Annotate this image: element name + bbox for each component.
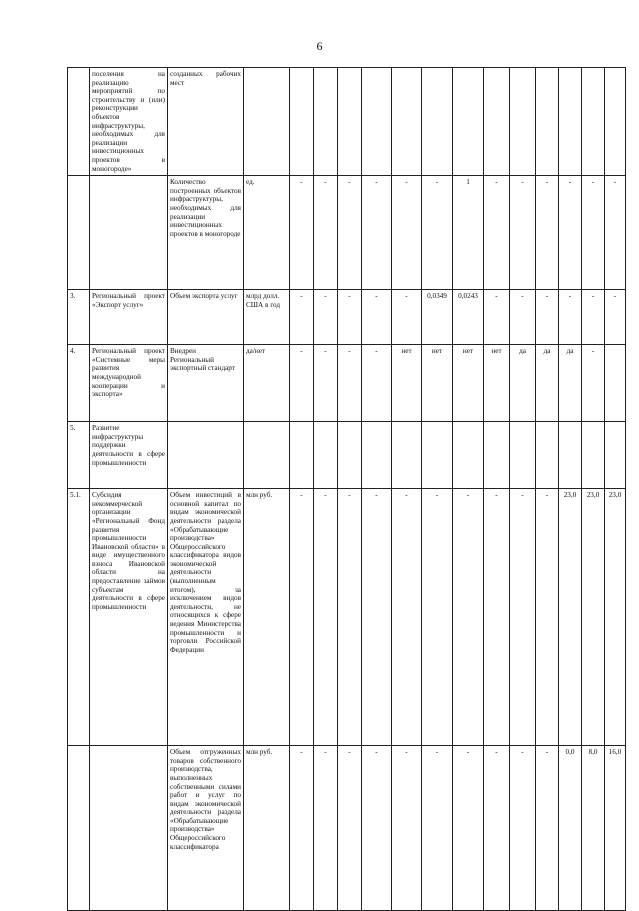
indicator-name-cell: Внедрен Региональный экспортный стандарт — [168, 345, 244, 422]
table-row — [68, 746, 626, 911]
value-cell: - — [314, 290, 338, 345]
measure-name-cell: Развитие инфраструктуры поддержки деятельности в сфере промышленности — [90, 422, 168, 489]
value-cell: нет — [453, 345, 484, 422]
unit-cell: да/нет — [244, 345, 290, 422]
value-cell: - — [338, 345, 362, 422]
value-cell: 23,0 — [559, 489, 582, 746]
value-cell: - — [290, 176, 314, 290]
value-cell: да — [559, 345, 582, 422]
value-cell: - — [453, 489, 484, 746]
row-number-cell: 3. — [68, 290, 90, 345]
value-cell: - — [392, 489, 422, 746]
value-cell: - — [453, 746, 484, 911]
value-cell — [559, 68, 582, 176]
value-cell: - — [290, 345, 314, 422]
table-row — [68, 345, 626, 422]
value-cell: - — [484, 176, 510, 290]
row-number-cell — [68, 746, 90, 911]
value-cell — [338, 68, 362, 176]
value-cell: нет — [484, 345, 510, 422]
value-cell — [582, 68, 605, 176]
value-cell — [510, 422, 536, 489]
unit-cell — [244, 422, 290, 489]
measure-name-cell: Региональный проект «Системные меры развития международной кооперации и экспорта» — [90, 345, 168, 422]
table-row — [68, 176, 626, 290]
value-cell: - — [392, 176, 422, 290]
indicator-name-cell: созданных рабочих мест — [168, 68, 244, 176]
value-cell: 16,0 — [605, 746, 626, 911]
value-cell — [362, 422, 392, 489]
value-cell: - — [422, 176, 453, 290]
measure-name-cell — [90, 746, 168, 911]
value-cell: - — [605, 290, 626, 345]
value-cell: - — [536, 176, 559, 290]
value-cell — [582, 422, 605, 489]
value-cell: - — [536, 746, 559, 911]
value-cell: - — [290, 746, 314, 911]
value-cell: да — [510, 345, 536, 422]
indicator-name-cell: Объем экспорта услуг — [168, 290, 244, 345]
value-cell: - — [510, 290, 536, 345]
value-cell: - — [338, 176, 362, 290]
value-cell — [453, 68, 484, 176]
value-cell: - — [392, 290, 422, 345]
indicators-table — [67, 67, 626, 911]
value-cell: - — [510, 176, 536, 290]
unit-cell: млн руб. — [244, 489, 290, 746]
value-cell — [510, 68, 536, 176]
value-cell: - — [510, 746, 536, 911]
value-cell: - — [392, 746, 422, 911]
indicator-name-cell: Количество построенных объектов инфраструктуры, необходимых для реализации инвестиционных проектов в моногороде — [168, 176, 244, 290]
value-cell: 0,0349 — [422, 290, 453, 345]
value-cell: - — [362, 489, 392, 746]
value-cell — [422, 422, 453, 489]
unit-cell: млн руб. — [244, 746, 290, 911]
value-cell: - — [362, 345, 392, 422]
row-number-cell: 5.1. — [68, 489, 90, 746]
unit-cell: ед. — [244, 176, 290, 290]
value-cell: - — [559, 290, 582, 345]
value-cell: - — [290, 489, 314, 746]
value-cell: нет — [392, 345, 422, 422]
value-cell — [422, 68, 453, 176]
indicator-name-cell: Объем отгруженных товаров собственного производства, выполненных собственными силами работ и услуг по видам экономической деятельности раздела «Обрабатывающие производства» Общероссийского классификатора — [168, 746, 244, 911]
row-number-cell: 5. — [68, 422, 90, 489]
value-cell — [392, 422, 422, 489]
measure-name-cell: поселения на реализацию мероприятий по строительству и (или) реконструкции объектов инфраструктуры, необходимых для реализации инвестиционных проектов в моногороде» — [90, 68, 168, 176]
value-cell — [536, 68, 559, 176]
value-cell: нет — [422, 345, 453, 422]
row-number-cell — [68, 68, 90, 176]
value-cell — [605, 68, 626, 176]
table-row — [68, 68, 626, 176]
value-cell: - — [484, 746, 510, 911]
value-cell — [605, 345, 626, 422]
value-cell: 8,0 — [582, 746, 605, 911]
value-cell: - — [362, 176, 392, 290]
value-cell: - — [314, 345, 338, 422]
row-number-cell — [68, 176, 90, 290]
table-row — [68, 422, 626, 489]
value-cell: - — [338, 489, 362, 746]
value-cell: - — [422, 746, 453, 911]
value-cell — [453, 422, 484, 489]
value-cell — [338, 422, 362, 489]
value-cell: 1 — [453, 176, 484, 290]
value-cell: - — [338, 746, 362, 911]
value-cell — [362, 68, 392, 176]
measure-name-cell — [90, 176, 168, 290]
value-cell: 23,0 — [605, 489, 626, 746]
value-cell: - — [484, 290, 510, 345]
value-cell: - — [290, 290, 314, 345]
value-cell: - — [510, 489, 536, 746]
value-cell: 23,0 — [582, 489, 605, 746]
value-cell: - — [536, 489, 559, 746]
unit-cell: млрд долл. США в год — [244, 290, 290, 345]
value-cell: 0,0 — [559, 746, 582, 911]
value-cell: - — [314, 746, 338, 911]
value-cell: - — [582, 176, 605, 290]
value-cell: - — [582, 290, 605, 345]
value-cell — [559, 422, 582, 489]
measure-name-cell: Субсидия некоммерческой организации «Региональный Фонд развития промышленности Ивановской области» в виде имущественного взноса Ивановской области на предоставление займов субъектам деятельности в сфере промышленности — [90, 489, 168, 746]
value-cell: - — [582, 345, 605, 422]
indicator-name-cell: Объем инвестиций в основной капитал по видам экономической деятельности раздела «Обрабатывающие производства» Общероссийского классификатора видов экономической деятельности (выполненным итогом), за исключением видов деятельности, не относящихся к сфере ведения Министерства промышленности и торговли Российской Федерации — [168, 489, 244, 746]
table-row — [68, 290, 626, 345]
value-cell: - — [605, 176, 626, 290]
page-number: 6 — [316, 39, 323, 53]
value-cell: - — [559, 176, 582, 290]
value-cell: - — [536, 290, 559, 345]
value-cell: - — [422, 489, 453, 746]
unit-cell — [244, 68, 290, 176]
value-cell: 0,0243 — [453, 290, 484, 345]
value-cell — [314, 422, 338, 489]
value-cell — [605, 422, 626, 489]
value-cell: да — [536, 345, 559, 422]
value-cell — [290, 422, 314, 489]
table-row — [68, 489, 626, 746]
value-cell — [290, 68, 314, 176]
value-cell: - — [484, 489, 510, 746]
value-cell: - — [314, 489, 338, 746]
value-cell: - — [338, 290, 362, 345]
value-cell: - — [314, 176, 338, 290]
value-cell — [314, 68, 338, 176]
row-number-cell: 4. — [68, 345, 90, 422]
measure-name-cell: Региональный проект «Экспорт услуг» — [90, 290, 168, 345]
value-cell — [392, 68, 422, 176]
value-cell: - — [362, 746, 392, 911]
value-cell — [484, 68, 510, 176]
value-cell — [536, 422, 559, 489]
value-cell — [484, 422, 510, 489]
value-cell: - — [362, 290, 392, 345]
indicator-name-cell — [168, 422, 244, 489]
